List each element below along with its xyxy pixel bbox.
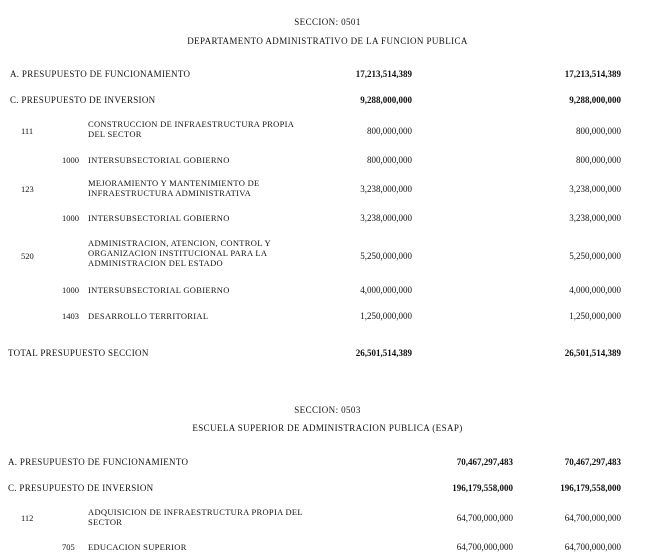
program-label: ADMINISTRACION, ATENCION, CONTROL Y ORGANIZACION INSTITUCIONAL PARA LA ADMINISTRACION DEL ESTADO [88,238,271,268]
section-name: DEPARTAMENTO ADMINISTRATIVO DE LA FUNCION PUBLICA [187,36,468,46]
row-amount: 17,213,514,389 [355,69,412,79]
row-total: 3,238,000,000 [569,213,621,223]
row-total: 17,213,514,389 [564,69,621,79]
row-amount: 1,250,000,000 [360,311,412,321]
row-label: C. PRESUPUESTO DE INVERSION [8,483,154,493]
row-amount: 64,700,000,000 [456,513,513,523]
row-total: 4,000,000,000 [569,285,621,295]
row-label: C. PRESUPUESTO DE INVERSION [10,95,156,105]
row-total: 196,179,558,000 [560,483,621,493]
program-code: 520 [21,251,34,261]
program-label: ADQUISICION DE INFRAESTRUCTURA PROPIA DEL SECTOR [88,507,303,527]
row-total: 70,467,297,483 [564,457,621,467]
row-amount: 70,467,297,483 [456,457,513,467]
total-total: 26,501,514,389 [564,348,621,358]
section-name: ESCUELA SUPERIOR DE ADMINISTRACION PUBLICA (ESAP) [192,423,463,433]
row-label: A. PRESUPUESTO DE FUNCIONAMIENTO [10,69,191,79]
program-code: 111 [21,126,34,136]
total-label: TOTAL PRESUPUESTO SECCION [8,348,149,358]
subprogram-code: 1000 [62,213,79,223]
program-code: 123 [21,184,34,194]
subprogram-label: DESARROLLO TERRITORIAL [88,311,209,321]
program-label: MEJORAMIENTO Y MANTENIMIENTO DE INFRAESTRUCTURA ADMINISTRATIVA [88,178,260,198]
program-code: 112 [21,513,34,523]
row-total: 1,250,000,000 [569,311,621,321]
row-label: A. PRESUPUESTO DE FUNCIONAMIENTO [8,457,189,467]
row-amount: 800,000,000 [367,155,412,165]
row-amount: 4,000,000,000 [360,285,412,295]
subprogram-label: INTERSUBSECTORIAL GOBIERNO [88,213,230,223]
subprogram-label: EDUCACION SUPERIOR [88,542,187,552]
row-total: 800,000,000 [576,126,621,136]
row-total: 64,700,000,000 [564,513,621,523]
row-amount: 3,238,000,000 [360,213,412,223]
subprogram-label: INTERSUBSECTORIAL GOBIERNO [88,285,230,295]
row-amount: 196,179,558,000 [452,483,513,493]
row-amount: 64,700,000,000 [456,542,513,552]
row-total: 5,250,000,000 [569,251,621,261]
row-amount: 800,000,000 [367,126,412,136]
row-amount: 9,288,000,000 [360,95,412,105]
total-amount: 26,501,514,389 [355,348,412,358]
row-amount: 5,250,000,000 [360,251,412,261]
row-total: 9,288,000,000 [569,95,621,105]
row-amount: 3,238,000,000 [360,184,412,194]
subprogram-code: 705 [62,542,75,552]
row-total: 3,238,000,000 [569,184,621,194]
section-heading: SECCION: 0503 [294,405,361,415]
program-label: CONSTRUCCION DE INFRAESTRUCTURA PROPIA DEL SECTOR [88,119,294,139]
row-total: 800,000,000 [576,155,621,165]
subprogram-code: 1403 [62,311,79,321]
subprogram-code: 1000 [62,285,79,295]
row-total: 64,700,000,000 [564,542,621,552]
section-heading: SECCION: 0501 [294,17,361,27]
subprogram-label: INTERSUBSECTORIAL GOBIERNO [88,155,230,165]
subprogram-code: 1000 [62,155,79,165]
